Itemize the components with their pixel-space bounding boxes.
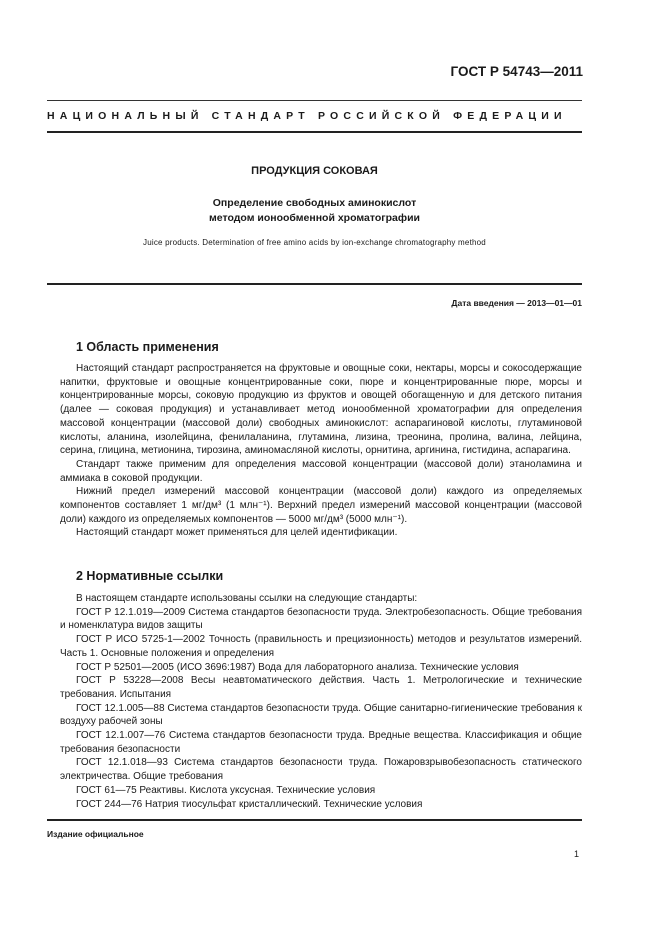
effective-date: Дата введения — 2013—01—01 [451, 298, 582, 308]
section-2-paragraph: В настоящем стандарте использованы ссылки на следующие стандарты: [76, 593, 418, 604]
reference-item: ГОСТ Р 12.1.019—2009 Система стандартов безопасности труда. Электробезопасность. Общие требования и номенклатура видов защиты [60, 606, 582, 632]
banner-divider [47, 131, 582, 133]
footer-divider [47, 819, 582, 821]
page-number: 1 [573, 849, 579, 859]
reference-item: ГОСТ 12.1.007—76 Система стандартов безопасности труда. Вредные вещества. Классификация и общие требования безопасности [60, 730, 582, 755]
section-1-paragraph: Стандарт также применим для определения массовой концентрации (массовой доли) этаноламина и аммиака в соковой продукции. [60, 458, 582, 484]
document-code: ГОСТ Р 54743—2011 [450, 64, 583, 79]
section-1-paragraph: Настоящий стандарт распространяется на фруктовые и овощные соки, нектары, морсы и сокосодержащие напитки, фруктовые и овощные концентрированные соки, пюре и концентрированные пюре, морсы и концентрированные морсы, соковую продукцию из фруктов и овощей обогащенную и для детского питания (далее — соковая продукция) и устанавливает метод ионообменной хроматографии для определения массовой концентрации (массовой доли) свободных аминокислот: аспарагиновой кислоты, глутаминовой кислоты, аланина, изолейцина, фенилаланина, глутамина, лизина, треонина, пролина, валина, лейцина, серина, глицина, метионина, тирозина, аминомасляной кислоты, орнитина, аргинина, гистидина, аспарагина. [60, 363, 582, 457]
reference-item: ГОСТ 12.1.018—93 Система стандартов безопасности труда. Пожаровзрывобезопасность статического электричества. Общие требования [60, 757, 582, 783]
title-divider [47, 283, 582, 285]
reference-item: ГОСТ 244—76 Натрия тиосульфат кристаллический. Технические условия [76, 798, 423, 810]
english-title: Juice products. Determination of free amino acids by ion-exchange chromatography method [143, 238, 486, 247]
official-edition-label: Издание официальное [47, 829, 144, 839]
section-2-heading: 2 Нормативные ссылки [76, 569, 224, 583]
section-1-paragraph: Нижний предел измерений массовой концентрации (массовой доли) каждого из определяемых компонентов составляет 1 мг/дм³ (1 млн⁻¹). Верхний предел измерений массовой концентрации (массовой доли) каждого из определяемых компонентов — 5000 мг/дм³ (5000 млн⁻¹). [60, 486, 582, 525]
reference-item: ГОСТ 61—75 Реактивы. Кислота уксусная. Технические условия [76, 784, 376, 796]
subtitle-line-2: методом ионообменной хроматографии [209, 212, 420, 224]
national-standard-banner: НАЦИОНАЛЬНЫЙ СТАНДАРТ РОССИЙСКОЙ ФЕДЕРАЦИИ [47, 110, 567, 122]
section-1-body [60, 362, 582, 540]
top-divider [47, 100, 582, 101]
reference-item: ГОСТ Р 53228—2008 Весы неавтоматического действия. Часть 1. Метрологические и технические требования. Испытания [60, 675, 582, 700]
section-2-body [60, 592, 582, 811]
document-title: ПРОДУКЦИЯ СОКОВАЯ [251, 165, 378, 177]
section-1-paragraph: Настоящий стандарт может применяться для целей идентификации. [76, 527, 398, 539]
reference-item: ГОСТ Р 52501—2005 (ИСО 3696:1987) Вода для лабораторного анализа. Технические условия [76, 661, 519, 673]
reference-item: ГОСТ Р ИСО 5725-1—2002 Точность (правильность и прецизионность) методов и результатов измерений. Часть 1. Основные положения и определения [60, 634, 582, 659]
document-subtitle [47, 196, 582, 226]
section-1-heading: 1 Область применения [76, 340, 219, 354]
subtitle-line-1: Определение свободных аминокислот [212, 197, 417, 209]
reference-item: ГОСТ 12.1.005—88 Система стандартов безопасности труда. Общие санитарно-гигиенические требования к воздуху рабочей зоны [60, 702, 582, 728]
